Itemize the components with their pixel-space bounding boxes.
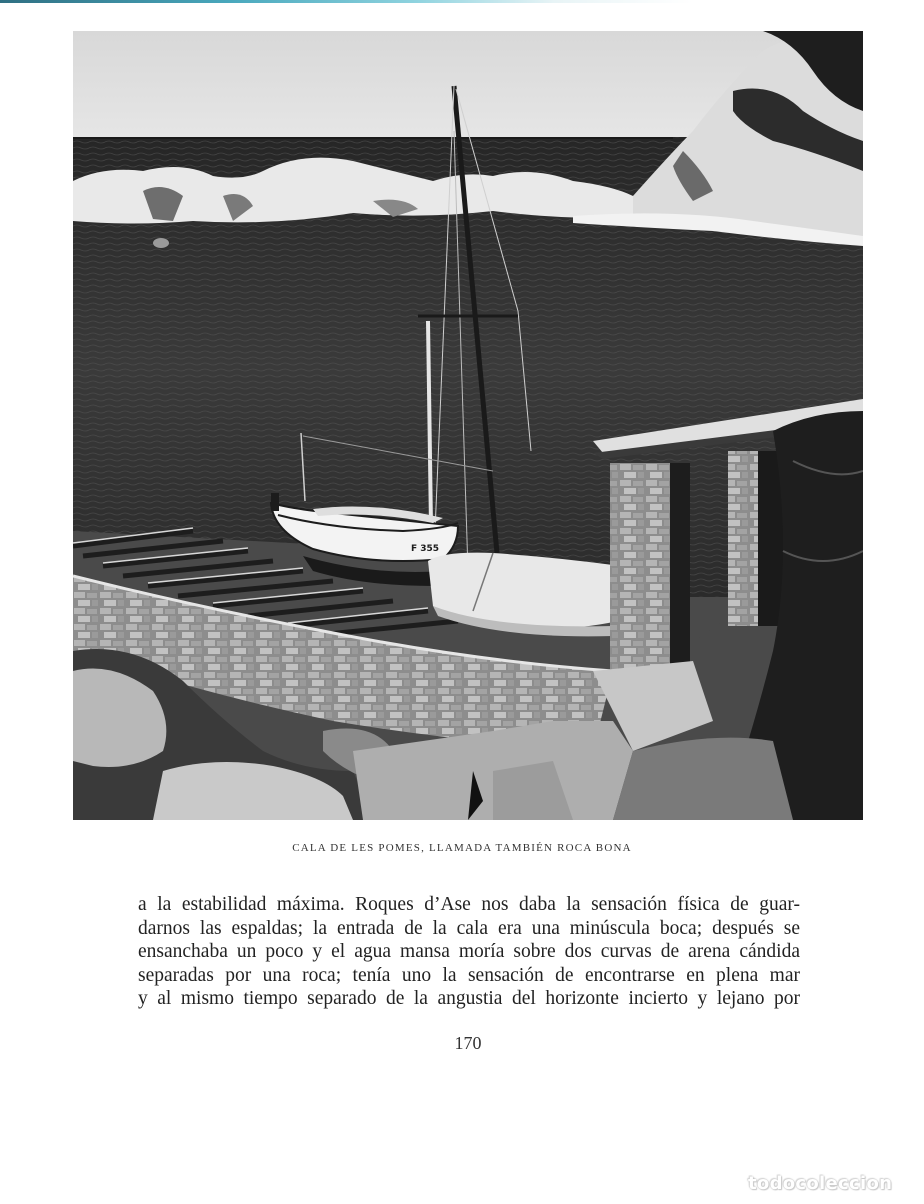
top-color-strip — [0, 0, 924, 3]
photo-illustration — [73, 31, 863, 820]
body-line: darnos las espaldas; la entrada de la cala era una minúscula boca; después se — [138, 917, 800, 939]
body-line: ensanchaba un poco y el agua mansa moría sobre dos curvas de arena cándida — [138, 941, 800, 962]
body-line: separadas por una roca; tenía uno la sensación de encontrarse en plena mar — [138, 964, 800, 986]
page-number: 170 — [454, 1033, 482, 1053]
photograph-cala-de-les-pomes — [73, 31, 863, 820]
body-paragraph — [138, 893, 800, 1011]
photo-caption: CALA DE LES POMES, LLAMADA TAMBIÉN ROCA BONA — [292, 842, 632, 854]
boat-registration-text: F 355 — [411, 544, 440, 554]
body-line: y al mismo tiempo separado de la angustia del horizonte incierto y lejano por — [138, 988, 800, 1009]
body-line: a la estabilidad máxima. Roques d’Ase nos daba la sensación física de guar- — [138, 894, 800, 915]
watermark-logo: todocoleccion — [748, 1173, 893, 1194]
